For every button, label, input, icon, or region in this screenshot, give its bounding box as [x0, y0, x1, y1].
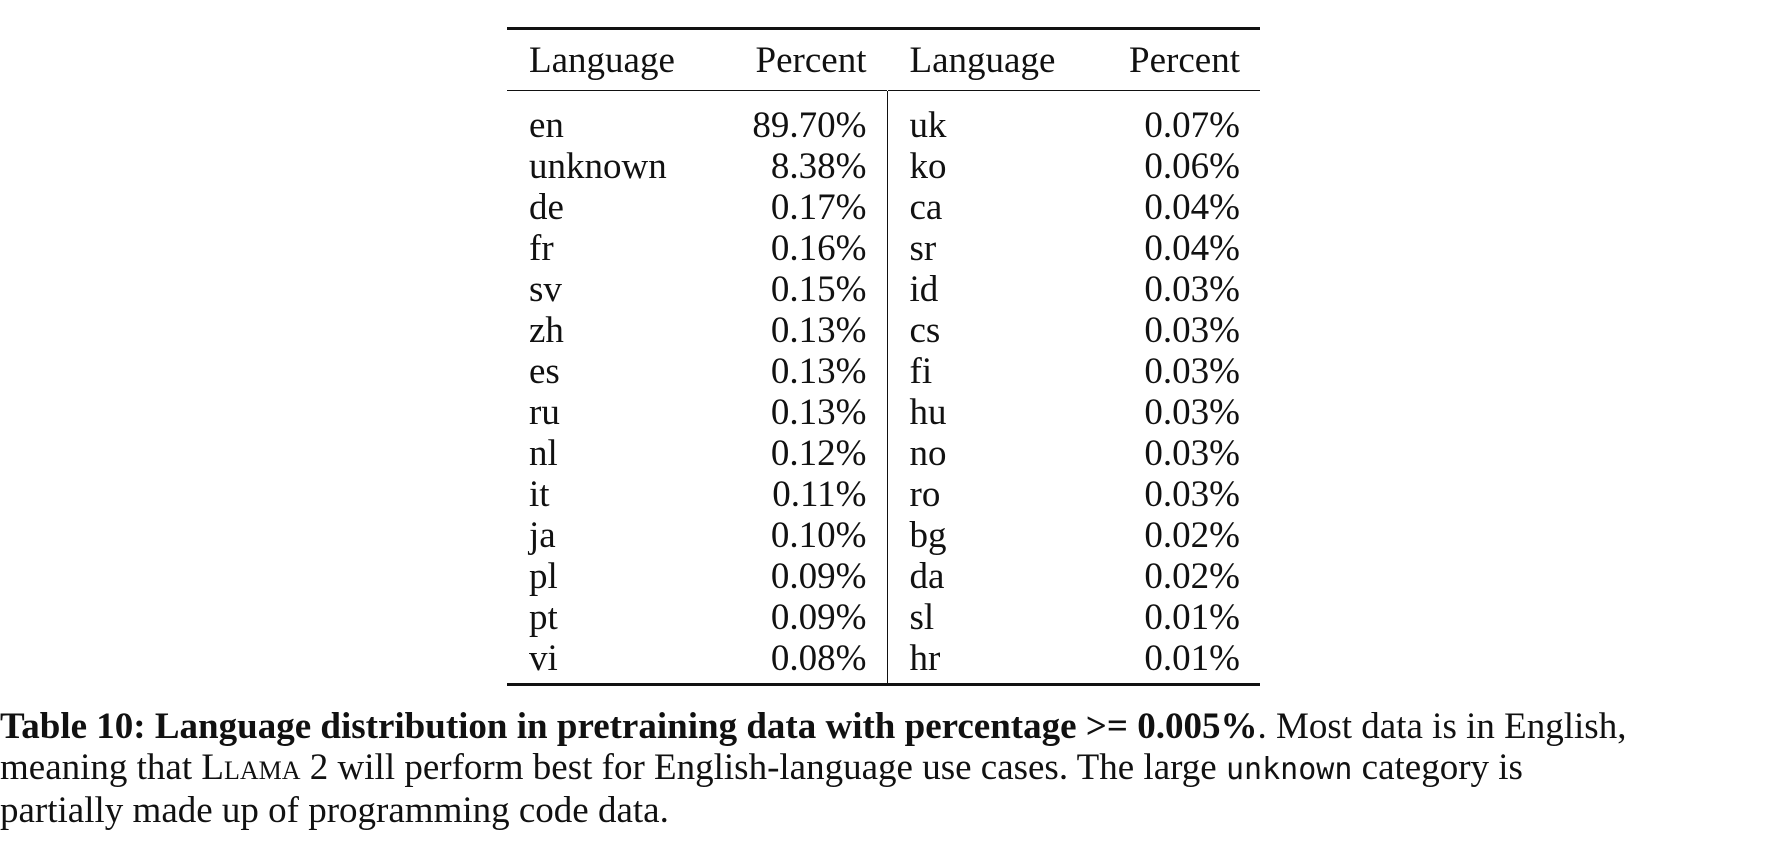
table-row: [507, 228, 1260, 269]
percent-value: 0.04%: [1144, 187, 1240, 228]
language-code: sr: [909, 228, 937, 269]
percent-value: 0.17%: [714, 187, 887, 228]
table-row: [507, 474, 1260, 515]
table-caption: [0, 706, 1774, 831]
percent-value: 0.11%: [714, 474, 887, 515]
percent-value: 0.16%: [714, 228, 887, 269]
percent-value: 0.06%: [1144, 146, 1240, 187]
percent-value: 0.04%: [1144, 228, 1240, 269]
percent-value: 0.10%: [714, 515, 887, 556]
header-percent-2: Percent: [1129, 39, 1240, 81]
header-language-1: Language: [529, 39, 675, 81]
percent-value: 0.03%: [1144, 474, 1240, 515]
table-row: [507, 597, 1260, 638]
caption-text-2a: meaning that: [0, 747, 202, 788]
language-code: ca: [909, 187, 943, 228]
percent-value: 0.09%: [714, 597, 887, 638]
percent-value: 0.03%: [1144, 351, 1240, 392]
percent-value: 0.09%: [714, 556, 887, 597]
language-code: hr: [909, 638, 941, 679]
table-row: [507, 556, 1260, 597]
language-code: vi: [529, 638, 558, 679]
percent-value: 8.38%: [714, 146, 887, 187]
table-body: [507, 91, 1260, 685]
percent-value: 0.03%: [1144, 392, 1240, 433]
percent-value: 0.01%: [1144, 597, 1240, 638]
caption-line-2: [0, 747, 1774, 790]
caption-text-2b: 2 will perform best for English-language use cases. The large: [300, 747, 1226, 788]
language-code: sl: [909, 597, 935, 638]
header-language-2: Language: [909, 39, 1056, 81]
language-code: ko: [909, 146, 947, 187]
percent-value: 0.13%: [714, 392, 887, 433]
caption-model-name: Llama: [201, 747, 301, 788]
percent-value: 0.07%: [1144, 105, 1240, 146]
language-code: cs: [909, 310, 941, 351]
percent-value: 0.08%: [714, 638, 887, 685]
language-code: nl: [529, 433, 558, 474]
language-code: ro: [909, 474, 941, 515]
language-code: fi: [909, 351, 933, 392]
language-code: ja: [529, 515, 556, 556]
table-row: [507, 392, 1260, 433]
language-code: uk: [909, 105, 947, 146]
language-code: no: [909, 433, 947, 474]
percent-value: 0.02%: [1144, 556, 1240, 597]
percent-value: 0.02%: [1144, 515, 1240, 556]
caption-unknown-term: unknown: [1225, 752, 1353, 787]
language-code: sv: [529, 269, 562, 310]
language-code: es: [529, 351, 560, 392]
table-row: [507, 91, 1260, 147]
percent-value: 0.03%: [1144, 269, 1240, 310]
percent-value: 0.01%: [1144, 638, 1240, 679]
percent-value: 89.70%: [714, 91, 887, 147]
language-code: hu: [909, 392, 947, 433]
language-table-container: [507, 27, 1260, 686]
language-code: pt: [529, 597, 558, 638]
caption-text-1: . Most data is in English,: [1257, 706, 1627, 747]
percent-value: 0.13%: [714, 351, 887, 392]
language-code: id: [909, 269, 939, 310]
language-code: fr: [529, 228, 554, 269]
language-code: da: [909, 556, 945, 597]
language-code: de: [529, 187, 564, 228]
language-code: ru: [529, 392, 560, 433]
language-code: zh: [529, 310, 564, 351]
percent-value: 0.03%: [1144, 433, 1240, 474]
percent-value: 0.12%: [714, 433, 887, 474]
language-distribution-table: [507, 27, 1260, 686]
language-code: pl: [529, 556, 558, 597]
table-row: [507, 146, 1260, 187]
language-code: bg: [909, 515, 947, 556]
caption-line-3: partially made up of programming code data.: [0, 790, 669, 831]
caption-title: Table 10: Language distribution in pretraining data with percentage >= 0.005%: [0, 706, 1258, 747]
table-row: [507, 638, 1260, 685]
language-code: en: [529, 105, 564, 146]
table-row: [507, 515, 1260, 556]
percent-value: 0.03%: [1144, 310, 1240, 351]
percent-value: 0.15%: [714, 269, 887, 310]
percent-value: 0.13%: [714, 310, 887, 351]
caption-text-2c: category is: [1352, 747, 1523, 788]
table-row: [507, 351, 1260, 392]
table-row: [507, 310, 1260, 351]
language-code: unknown: [529, 146, 667, 187]
header-percent-1: Percent: [755, 39, 867, 81]
table-row: [507, 187, 1260, 228]
language-code: it: [529, 474, 550, 515]
table-row: [507, 433, 1260, 474]
table-header-row: [507, 29, 1260, 91]
caption-line-1: [0, 706, 1774, 747]
table-row: [507, 269, 1260, 310]
